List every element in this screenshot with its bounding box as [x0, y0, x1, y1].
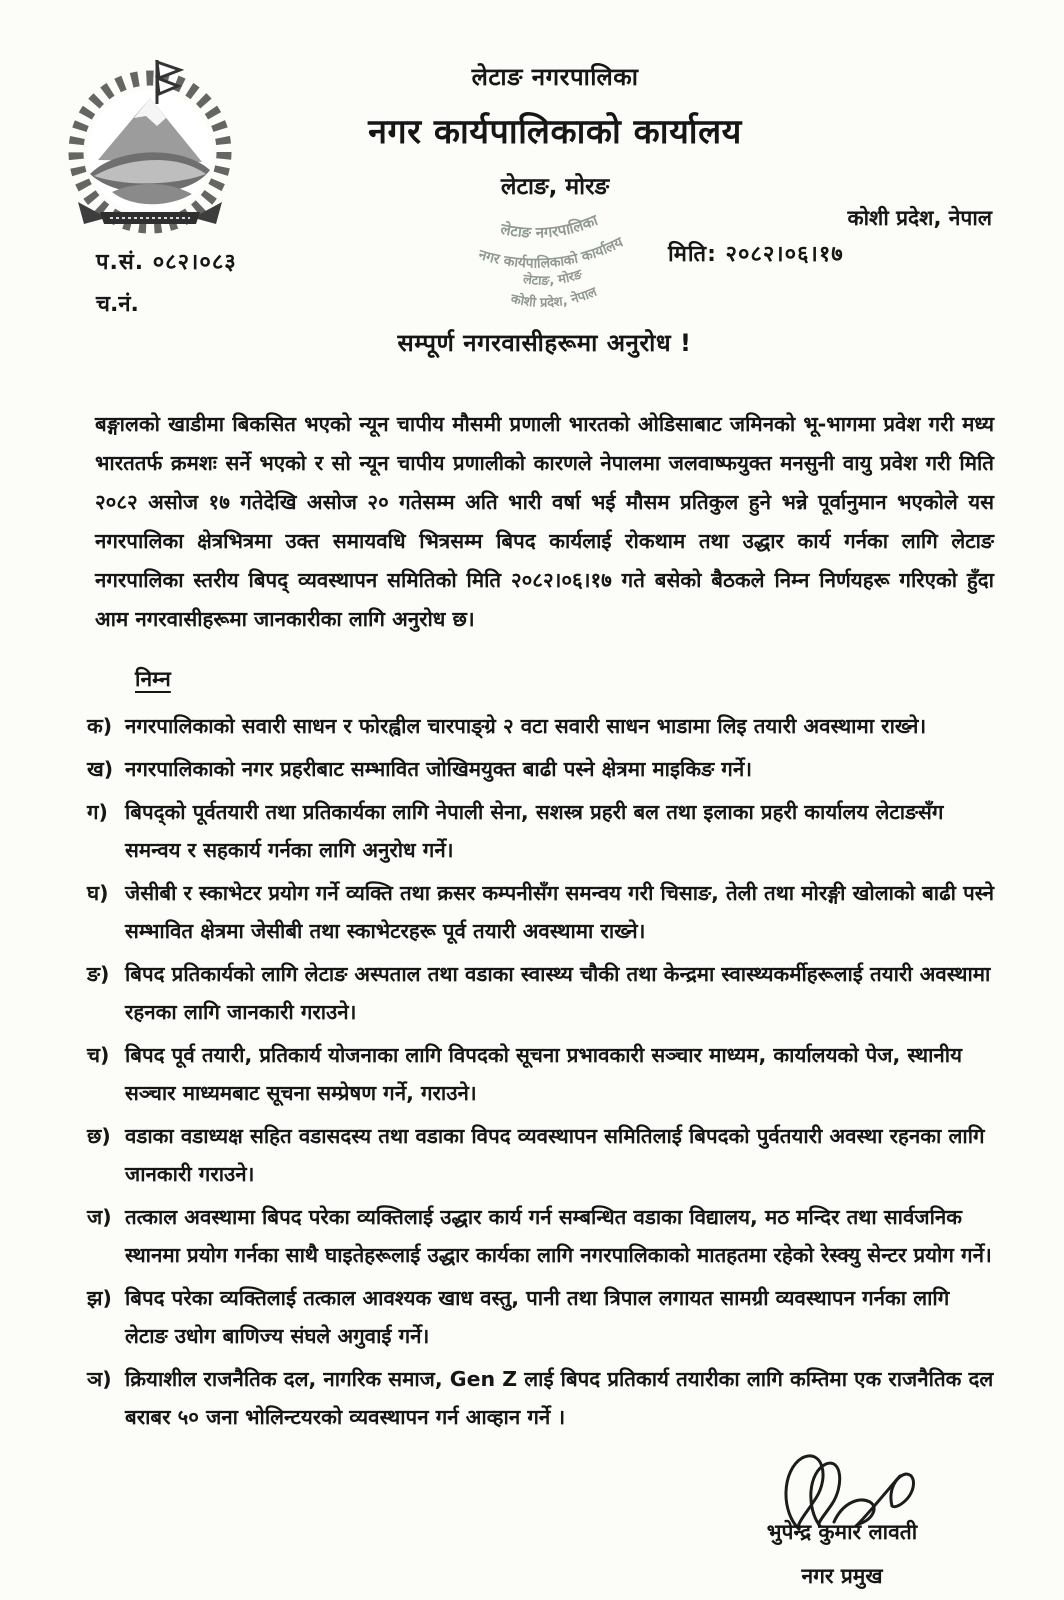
- list-item: [87, 750, 994, 788]
- list-item: [87, 1360, 994, 1436]
- stamp-line-4: कोशी प्रदेश, नेपाल: [509, 284, 600, 311]
- svg-text:लेटाङ नगरपालिका: [497, 210, 602, 245]
- intro-paragraph: बङ्गालको खाडीमा बिकसित भएको न्यून चापीय मौसमी प्रणाली भारतको ओडिसाबाट जमिनको भू-भागमा प्रवेश गरी मध्य भारततर्फ क्रमशः सर्ने भएको र सो न्यून चापीय प्रणालीको कारणले नेपालमा जलवाष्फयुक्त मनसुनी वायु प्रवेश गरी मिति २०८२ असोज १७ गतेदेखि असोज २० गतेसम्म अति भारी वर्षा भई मौसम प्रतिकुल हुने भन्ने पूर्वानुमान भएकोले यस नगरपालिका क्षेत्रभित्रमा उक्त समायवधि भित्रसम्म बिपद कार्यलाई रोकथाम तथा उद्धार कार्य गर्नका लागि लेटाङ नगरपालिका स्तरीय बिपद् व्यवस्थापन समितिको मिति २०८२।०६।१७ गते बसेको बैठकले निम्न निर्णयहरू गरिएको हुँदा आम नगरवासीहरूमा जानकारीका लागि अनुरोध छ।: [95, 412, 994, 631]
- list-item: [87, 793, 994, 869]
- item-label: छ): [87, 1124, 111, 1148]
- item-label: ञ): [87, 1367, 112, 1391]
- item-text: बिपद प्रतिकार्यको लागि लेटाङ अस्पताल तथा वडाका स्वास्थ्य चौकी तथा केन्द्रमा स्वास्थ्यकर्मीहरूलाई तयारी अवस्थामा रहनका लागि जानकारी गराउने।: [125, 962, 991, 1024]
- item-text: नगरपालिकाको सवारी साधन र फोरह्वील चारपाङ्ग्रे २ वटा सवारी साधन भाडामा लिइ तयारी अवस्थामा राख्ने।: [125, 714, 927, 738]
- signatory-name: भुपेन्द्र कुमार लावती: [766, 1520, 918, 1544]
- stamp-line-2: नगर कार्यपालिकाको कार्यालय: [476, 234, 626, 272]
- dispatch-number: च.नं.: [96, 292, 139, 317]
- item-label: ख): [87, 757, 114, 781]
- decision-list: [87, 707, 994, 1436]
- reference-number: प.सं. ०८२।०८३: [96, 250, 237, 275]
- item-label: घ): [87, 881, 109, 905]
- signatory-title: नगर प्रमुख: [801, 1564, 883, 1588]
- office-location: लेटाङ, मोरङ: [500, 174, 610, 200]
- item-text: बिपद परेका व्यक्तिलाई तत्काल आवश्यक खाध वस्तु, पानी तथा त्रिपाल लगायत सामग्री व्यवस्थापन गर्नका लागि लेटाङ उधोग बाणिज्य संघले अगुवाई गर्ने।: [125, 1286, 950, 1348]
- signature-block: [702, 1442, 982, 1590]
- list-item: [87, 1198, 994, 1274]
- municipality-name: लेटाङ नगरपालिका: [471, 63, 639, 91]
- item-label: ग): [87, 800, 108, 824]
- item-label: क): [87, 714, 113, 738]
- item-text: बिपद्को पूर्वतयारी तथा प्रतिकार्यका लागि नेपाली सेना, सशस्त्र प्रहरी बल तथा इलाका प्रहरी कार्यालय लेटाङसँग समन्वय र सहकार्य गर्नका लागि अनुरोध गर्ने।: [125, 800, 944, 862]
- item-text: क्रियाशील राजनैतिक दल, नागरिक समाज, Gen Z लाई बिपद प्रतिकार्य तयारीका लागि कम्तिमा एक राजनैतिक दल बराबर ५० जना भोलिन्टयरको व्यवस्थापन गर्न आव्हान गर्ने ।: [125, 1367, 994, 1429]
- list-heading: निम्न: [135, 667, 171, 691]
- letter-date: मिति: २०८२।०६।१७: [668, 242, 844, 267]
- list-item: [87, 707, 994, 745]
- list-item: [87, 1117, 994, 1193]
- subject-line: सम्पूर्ण नगरवासीहरूमा अनुरोध !: [397, 329, 692, 357]
- list-item: [87, 1279, 994, 1355]
- item-text: नगरपालिकाको नगर प्रहरीबाट सम्भावित जोखिमयुक्त बाढी पस्ने क्षेत्रमा माइकिङ गर्ने।: [125, 757, 752, 781]
- item-label: ज): [87, 1205, 112, 1229]
- item-label: च): [87, 1043, 110, 1067]
- svg-text:कोशी प्रदेश, नेपाल: [507, 284, 601, 314]
- list-item: [87, 955, 994, 1031]
- item-label: ङ): [87, 962, 110, 986]
- stamp-line-1: लेटाङ नगरपालिका: [499, 210, 601, 242]
- item-label: झ): [87, 1286, 112, 1310]
- office-name: नगर कार्यपालिकाको कार्यालय: [368, 112, 742, 152]
- province-line: कोशी प्रदेश, नेपाल: [847, 206, 992, 230]
- item-text: वडाका वडाध्यक्ष सहित वडासदस्य तथा वडाका विपद व्यवस्थापन समितिलाई बिपदको पुर्वतयारी अवस्था रहनका लागि जानकारी गराउने।: [125, 1124, 985, 1186]
- letter-body: [87, 326, 994, 1590]
- item-text: जेसीबी र स्काभेटर प्रयोग गर्ने व्यक्ति तथा क्रसर कम्पनीसँग समन्वय गरी चिसाङ, तेली तथा मोरङ्गी खोलाको बाढी पस्ने सम्भावित क्षेत्रमा जेसीबी तथा स्काभेटरहरू पूर्व तयारी अवस्थामा राख्ने।: [125, 881, 994, 943]
- list-item: [87, 874, 994, 950]
- list-item: [87, 1036, 994, 1112]
- letterhead: [46, 60, 1064, 201]
- item-text: बिपद पूर्व तयारी, प्रतिकार्य योजनाका लागि विपदको सूचना प्रभावकारी सञ्चार माध्यम, कार्यालयको पेज, स्थानीय सञ्चार माध्यमबाट सूचना सम्प्रेषण गर्ने, गराउने।: [125, 1043, 962, 1105]
- stamp-line-3: लेटाङ, मोरङ: [522, 267, 585, 289]
- item-text: तत्काल अवस्थामा बिपद परेका व्यक्तिलाई उद्धार कार्य गर्न सम्बन्धित वडाका विद्यालय, मठ मन्दिर तथा सार्वजनिक स्थानमा प्रयोग गर्नका साथै घाइतेहरूलाई उद्धार कार्यका लागि नगरपालिकाको मातहतमा रहेको रेस्क्यु सेन्टर प्रयोग गर्ने।: [125, 1205, 992, 1267]
